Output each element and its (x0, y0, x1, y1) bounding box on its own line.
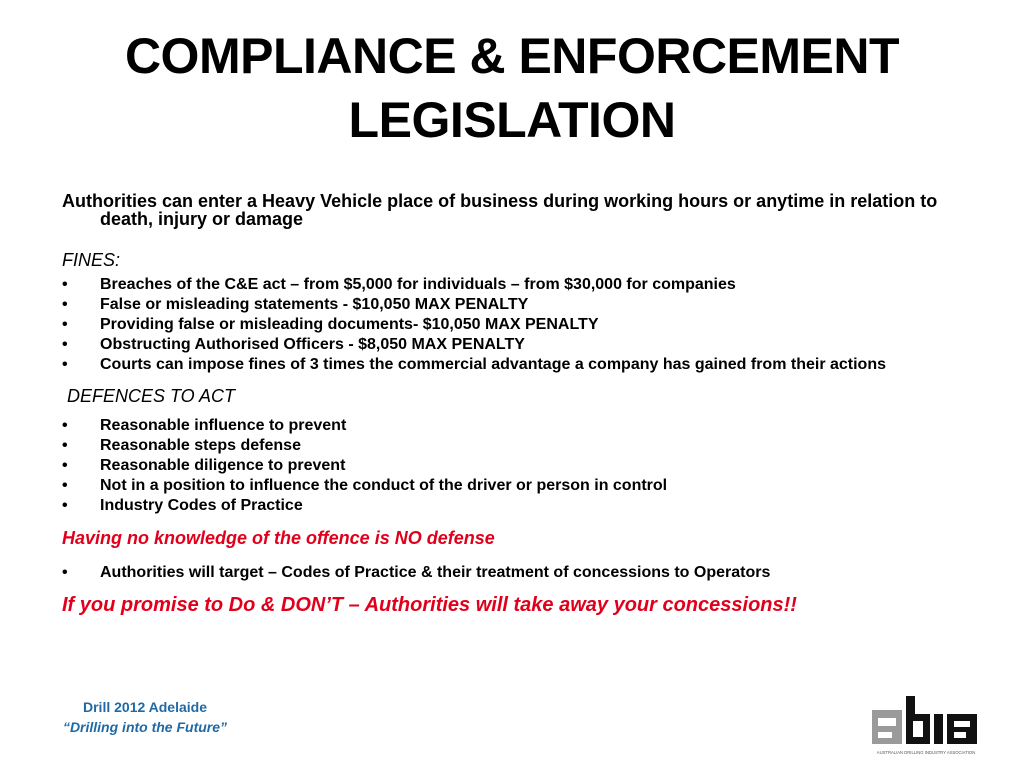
fines-heading: FINES: (62, 250, 121, 270)
bullet-icon: • (62, 497, 68, 514)
footer (40, 697, 250, 737)
logo-subtitle: AUSTRALIAN DRILLING INDUSTRY ASSOCIATION (876, 750, 976, 755)
list-item: • False or misleading statements - $10,050 MAX PENALTY (62, 296, 529, 313)
bullet-icon: • (62, 356, 68, 373)
slide-title-line-2: LEGISLATION (348, 92, 676, 148)
warning-concessions: If you promise to Do & DON’T – Authorities will take away your concessions!! (62, 594, 797, 616)
bullet-icon: • (62, 276, 68, 293)
bullet-icon: • (62, 564, 68, 581)
fines-list (62, 275, 962, 375)
adia-logo (872, 696, 980, 758)
bullet-icon: • (62, 336, 68, 353)
footer-tagline: “Drilling into the Future” (62, 719, 228, 735)
list-item: • Reasonable influence to prevent (62, 417, 347, 434)
warning-no-knowledge: Having no knowledge of the offence is NO defense (62, 528, 495, 548)
list-item: • Industry Codes of Practice (62, 497, 303, 514)
list-item: • Courts can impose fines of 3 times the commercial advantage a company has gained from their actions (62, 356, 886, 373)
logo-a-block (872, 710, 902, 744)
footer-event: Drill 2012 Adelaide (83, 699, 207, 715)
list-item: • Obstructing Authorised Officers - $8,050 MAX PENALTY (62, 336, 525, 353)
slide-body (62, 192, 962, 617)
intro-paragraph: Authorities can enter a Heavy Vehicle place of business during working hours or anytime in relation to death, injury or damage (62, 191, 938, 229)
bullet-icon: • (62, 477, 68, 494)
slide-title-line-1: COMPLIANCE & ENFORCEMENT (124, 28, 900, 84)
list-item: • Breaches of the C&E act – from $5,000 for individuals – from $30,000 for companies (62, 276, 736, 293)
defences-heading: DEFENCES TO ACT (67, 386, 236, 406)
slide-title (0, 24, 1024, 152)
target-list (62, 563, 962, 583)
list-item: • Authorities will target – Codes of Practice & their treatment of concessions to Operators (62, 564, 771, 581)
bullet-icon: • (62, 296, 68, 313)
bullet-icon: • (62, 417, 68, 434)
list-item: • Reasonable steps defense (62, 437, 301, 454)
list-item: • Not in a position to influence the conduct of the driver or person in control (62, 477, 668, 494)
bullet-icon: • (62, 437, 68, 454)
defences-list (62, 416, 962, 516)
bullet-icon: • (62, 316, 68, 333)
list-item: • Providing false or misleading documents- $10,050 MAX PENALTY (62, 316, 599, 333)
bullet-icon: • (62, 457, 68, 474)
list-item: • Reasonable diligence to prevent (62, 457, 346, 474)
